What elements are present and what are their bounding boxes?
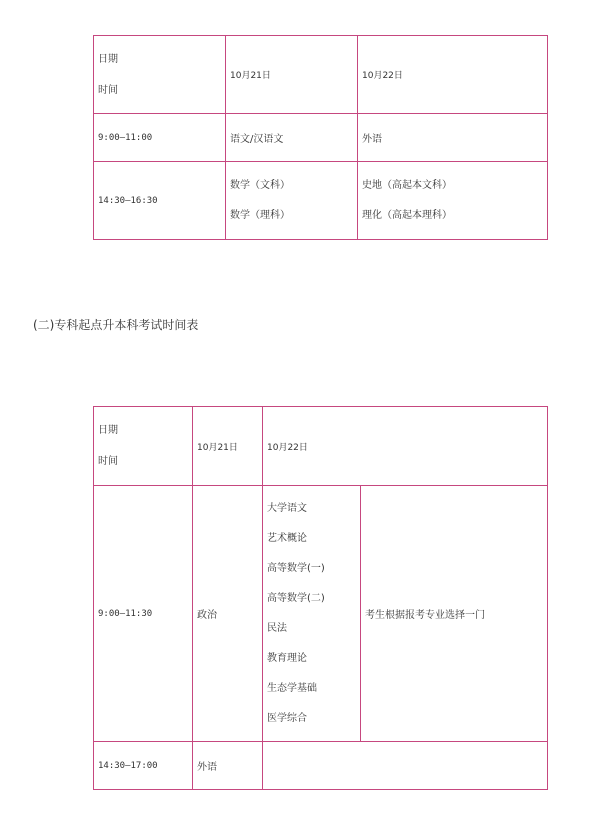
- subject: 史地（高起本文科）: [362, 180, 452, 191]
- subject: 生态学基础: [267, 683, 317, 694]
- subject: 教育理论: [267, 653, 307, 664]
- subject: 数学（理科）: [230, 210, 290, 221]
- selection-note-cell: 考生根据报考专业选择一门: [361, 486, 548, 742]
- table-row: [94, 407, 548, 486]
- subject-cell: 语文/汉语文: [226, 114, 358, 162]
- subject-cell: 外语: [193, 742, 263, 790]
- exam-schedule-table-1: [93, 35, 548, 240]
- subject: 数学（文科）: [230, 180, 290, 191]
- day2-header: 10月22日: [263, 407, 548, 486]
- subject: 高等数学(一): [267, 563, 325, 574]
- time-slot: 9:00—11:00: [94, 114, 226, 162]
- table-row: [94, 486, 548, 742]
- subject-cell: 政治: [193, 486, 263, 742]
- table-row: [94, 36, 548, 114]
- date-label: 日期: [98, 53, 118, 65]
- subject: 高等数学(二): [267, 593, 325, 604]
- date-time-header-cell: [94, 36, 226, 114]
- elective-subjects-cell: [263, 486, 361, 742]
- subject-cell: [226, 162, 358, 240]
- table-row: [94, 742, 548, 790]
- time-slot: 14:30—17:00: [94, 742, 193, 790]
- table-row: [94, 114, 548, 162]
- empty-cell: [263, 742, 548, 790]
- day1-header: 10月21日: [193, 407, 263, 486]
- day1-header: 10月21日: [226, 36, 358, 114]
- subject: 医学综合: [267, 713, 307, 724]
- subject-cell: [358, 162, 548, 240]
- date-label: 日期: [98, 425, 118, 436]
- date-time-header-cell: [94, 407, 193, 486]
- subject: 民法: [267, 623, 287, 634]
- day2-header: 10月22日: [358, 36, 548, 114]
- subject: 理化（高起本理科）: [362, 210, 452, 221]
- subject: 大学语文: [267, 503, 307, 514]
- time-slot: 9:00—11:30: [94, 486, 193, 742]
- time-label: 时间: [98, 456, 118, 467]
- section-heading: (二)专科起点升本科考试时间表: [33, 318, 199, 332]
- subject: 艺术概论: [267, 533, 307, 544]
- exam-schedule-table-2: [93, 406, 548, 790]
- table-row: [94, 162, 548, 240]
- time-slot: 14:30—16:30: [94, 162, 226, 240]
- subject-cell: 外语: [358, 114, 548, 162]
- time-label: 时间: [98, 84, 118, 96]
